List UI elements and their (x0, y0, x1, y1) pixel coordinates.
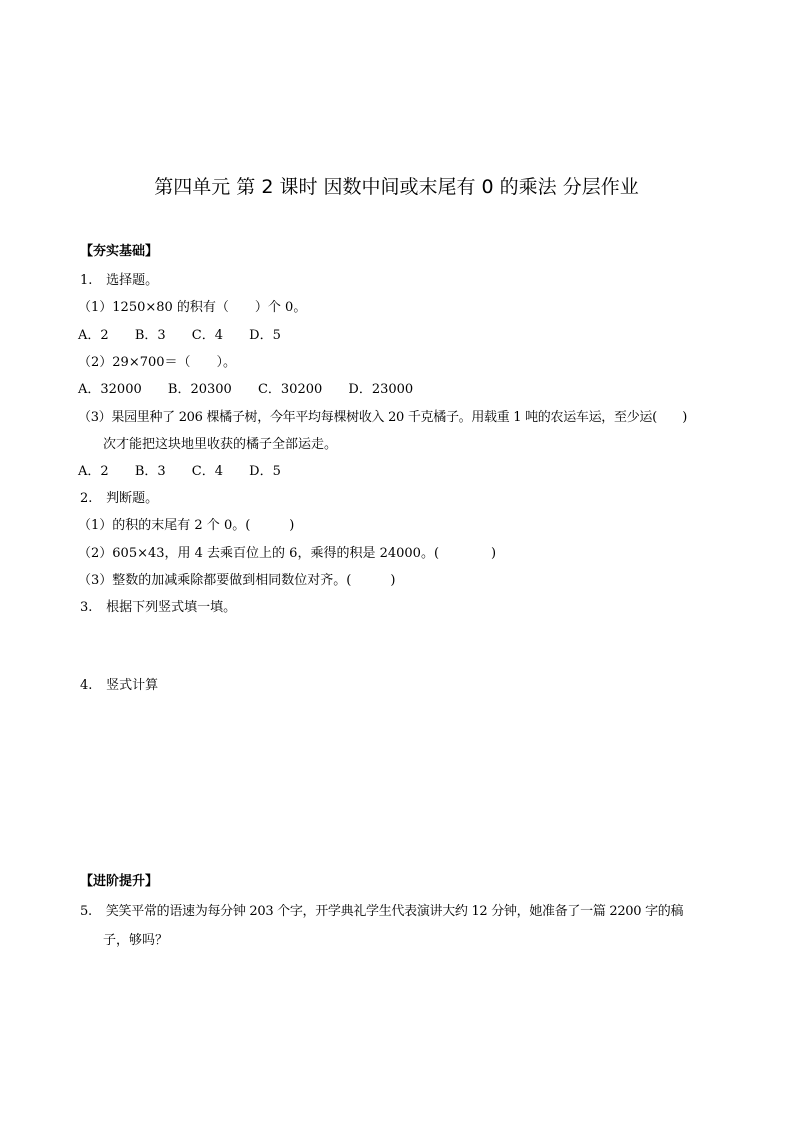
question-text: 笑笑平常的语速为每分钟 203 个字，开学典礼学生代表演讲大约 12 分钟，她准备了一篇 2200 字的稿 (105, 904, 684, 919)
option-d: D．5 (249, 464, 281, 479)
question-number: 2. (80, 491, 93, 506)
section-heading-advanced: 【进阶提升】 (80, 874, 159, 889)
option-b: B．3 (134, 464, 166, 479)
option-b: B．20300 (167, 382, 232, 397)
option-c: C．4 (191, 464, 223, 479)
option-a: A．32000 (78, 382, 142, 397)
question-number: 4. (80, 678, 93, 693)
question-label: 根据下列竖式填一填。 (106, 600, 237, 615)
question-label: 判断题。 (106, 491, 159, 506)
question-3 (80, 599, 236, 617)
question-1-sub-2-options (78, 381, 413, 399)
question-1 (80, 272, 158, 290)
option-a: A．2 (78, 328, 109, 343)
question-1-sub-3-line-1: （3）果园里种了 206 棵橘子树，今年平均每棵树收入 20 千克橘子。用载重 1 吨的农运车运，至少运( ) (78, 410, 688, 425)
page-title: 第四单元 第 2 课时 因数中间或末尾有 0 的乘法 分层作业 (154, 176, 639, 198)
question-2 (80, 490, 158, 508)
question-label: 竖式计算 (106, 678, 159, 693)
option-a: A．2 (78, 464, 109, 479)
option-d: D．23000 (348, 382, 414, 397)
question-2-sub-2: （2）605×43，用 4 去乘百位上的 6，乘得的积是 24000。( ) (78, 546, 497, 561)
question-1-sub-3-line-2: 次才能把这块地里收获的橘子全部运走。 (103, 437, 338, 452)
question-1-sub-1-options (78, 327, 281, 345)
question-number: 1. (80, 273, 93, 288)
question-1-sub-2: （2）29×700＝（ ）。 (78, 355, 237, 370)
question-2-sub-3: （3）整数的加减乘除都要做到相同数位对齐。( ) (78, 573, 396, 588)
question-4 (80, 677, 158, 695)
question-5-line-2: 子，够吗？ (103, 933, 169, 948)
option-c: C．4 (191, 328, 223, 343)
option-c: C．30200 (257, 382, 323, 397)
question-number: 3. (80, 600, 93, 615)
question-number: 5. (80, 904, 92, 919)
question-1-sub-3-options (78, 463, 281, 481)
option-b: B．3 (134, 328, 166, 343)
option-d: D．5 (249, 328, 281, 343)
question-2-sub-1: （1）的积的末尾有 2 个 0。( ) (78, 518, 295, 533)
section-heading-basics: 【夯实基础】 (80, 244, 159, 259)
question-1-sub-1: （1）1250×80 的积有（ ）个 0。 (78, 300, 307, 315)
question-5-line-1 (80, 903, 683, 921)
question-label: 选择题。 (106, 273, 159, 288)
